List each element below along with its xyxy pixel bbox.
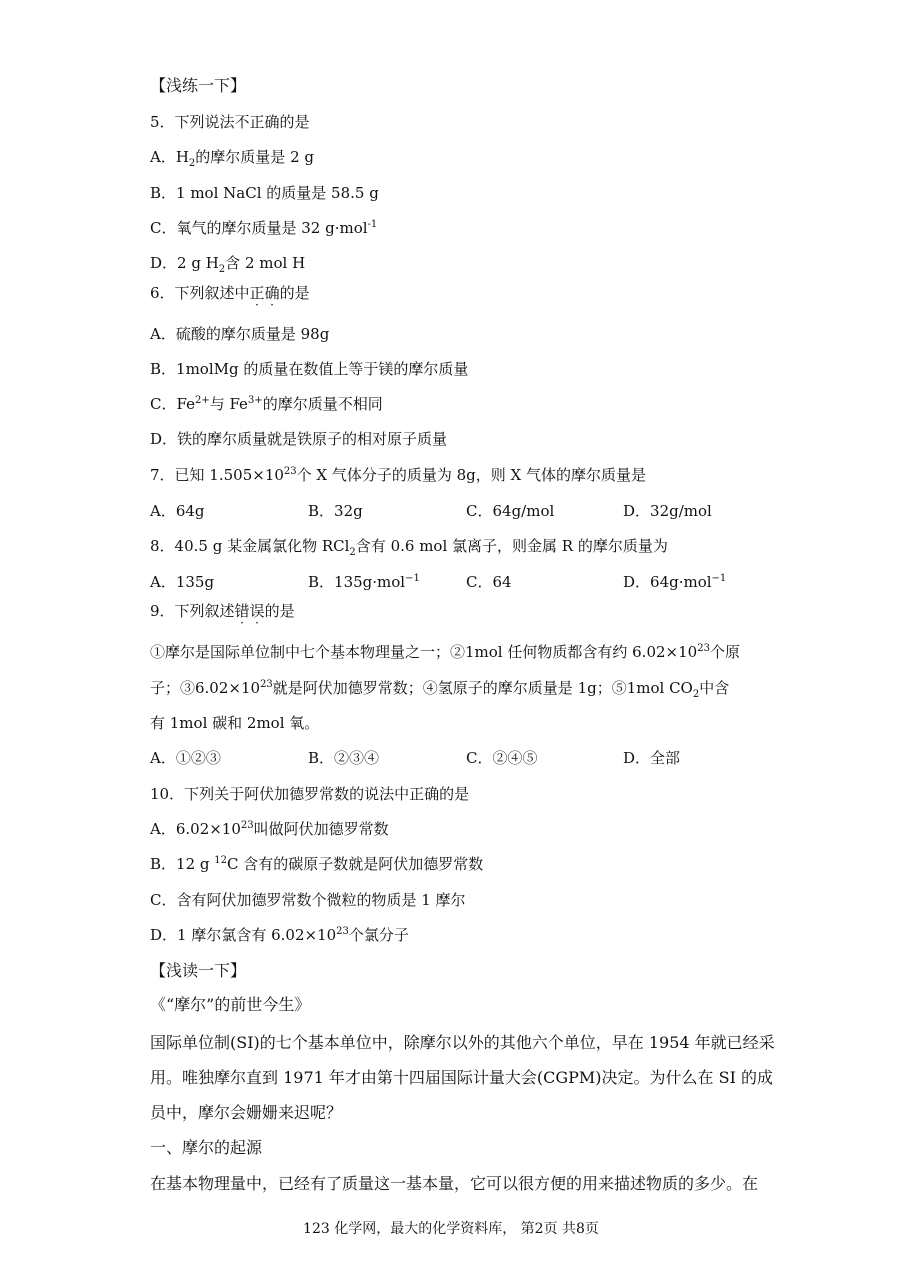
question-9-statement-line-2: 子；$③6.02\times 10^{23}$就是阿伏加德罗常数；④氢原子的摩尔质量是 1g；⑤1mol $CO_2$中含 — [150, 679, 730, 700]
question-10-option-c: C．含有阿伏加德罗常数个微粒的物质是 1 摩尔 — [150, 891, 466, 909]
question-5-option-b: B．1 mol NaCl 的质量是 58.5 g — [150, 184, 379, 202]
question-7-option-a: A．64g — [150, 502, 205, 520]
question-5-option-c: C．氧气的摩尔质量是 32 g·mol$^{-1}$ — [150, 219, 378, 237]
question-7-option-c: C．64g/mol — [466, 502, 555, 520]
subheading-origin: 一、摩尔的起源 — [150, 1138, 263, 1157]
question-6-option-b: B．1molMg 的质量在数值上等于镁的摩尔质量 — [150, 360, 469, 378]
question-6-stem: 6．下列叙述中正确的是 — [150, 284, 310, 302]
question-9-option-a: A．①②③ — [150, 749, 221, 767]
question-7-stem: 7．已知 $1.505\times 10^{23}$个 X 气体分子的质量为 8g，则 X 气体的摩尔质量是 — [150, 466, 647, 484]
question-9-statement-line-3: 有 1mol 碳和 2mol 氧。 — [150, 714, 320, 732]
question-7-option-d: D．32g/mol — [623, 502, 712, 520]
question-8-stem: 8．40.5 g 某金属氯化物 RCl$_2$含有 0.6 mol 氯离子，则金属 R 的摩尔质量为 — [150, 537, 668, 558]
paragraph-1-line-1: 国际单位制(SI)的七个基本单位中，除摩尔以外的其他六个单位，早在 1954 年就已经采 — [150, 1033, 775, 1052]
question-9-option-d: D．全部 — [623, 749, 681, 767]
question-10-option-b: B．12 g $^{12}$C 含有的碳原子数就是阿伏加德罗常数 — [150, 855, 484, 873]
question-8-option-a: A．135g — [150, 573, 215, 591]
question-5-option-a: A．$H_2$的摩尔质量是 2 g — [150, 148, 314, 169]
question-9-stem: 9．下列叙述错误的是 — [150, 602, 295, 620]
question-6-option-d: D．铁的摩尔质量就是铁原子的相对原子质量 — [150, 430, 448, 448]
question-9-option-b: B．②③④ — [308, 749, 380, 767]
question-10-option-a: A．$6.02\times 10^{23}$叫做阿伏加德罗常数 — [150, 820, 389, 838]
question-5-stem: 5．下列说法不正确的是 — [150, 113, 310, 131]
paragraph-1-line-2: 用。唯独摩尔直到 1971 年才由第十四届国际计量大会(CGPM)决定。为什么在 SI 的成 — [150, 1068, 774, 1087]
section-heading-reading: 【浅读一下】 — [150, 961, 247, 980]
section-heading-practice: 【浅练一下】 — [150, 76, 247, 95]
question-5-option-d: D．2 g $H_2$含 2 mol H — [150, 254, 306, 275]
question-6-option-c: C．$Fe^{2+}$与 $Fe^{3+}$的摩尔质量不相同 — [150, 395, 383, 413]
paragraph-2-line-1: 在基本物理量中，已经有了质量这一基本量，它可以很方便的用来描述物质的多少。在 — [150, 1174, 759, 1193]
question-8-option-c: C．64 — [466, 573, 512, 591]
question-6-option-a: A．硫酸的摩尔质量是 98g — [150, 325, 330, 343]
question-8-option-b: B．135g·mol$^{-1}$ — [308, 573, 420, 591]
question-7-option-b: B．32g — [308, 502, 363, 520]
question-8-option-d: D．64g·mol$^{-1}$ — [623, 573, 727, 591]
article-title: 《“摩尔”的前世今生》 — [150, 995, 311, 1014]
question-10-stem: 10．下列关于阿伏加德罗常数的说法中正确的是 — [150, 785, 470, 803]
page-footer: 123 化学网，最大的化学资料库， 第2页 共8页 — [303, 1221, 599, 1237]
question-10-option-d: D．1 摩尔氯含有 $6.02\times 10^{23}$个氯分子 — [150, 926, 409, 944]
question-9-statement-line-1: ①摩尔是国际单位制中七个基本物理量之一；②1mol 任何物质都含有约 $6.02\times 10^{23}$个原 — [150, 643, 740, 661]
paragraph-1-line-3: 员中，摩尔会姗姗来迟呢？ — [150, 1103, 343, 1122]
question-9-option-c: C．②④⑤ — [466, 749, 538, 767]
